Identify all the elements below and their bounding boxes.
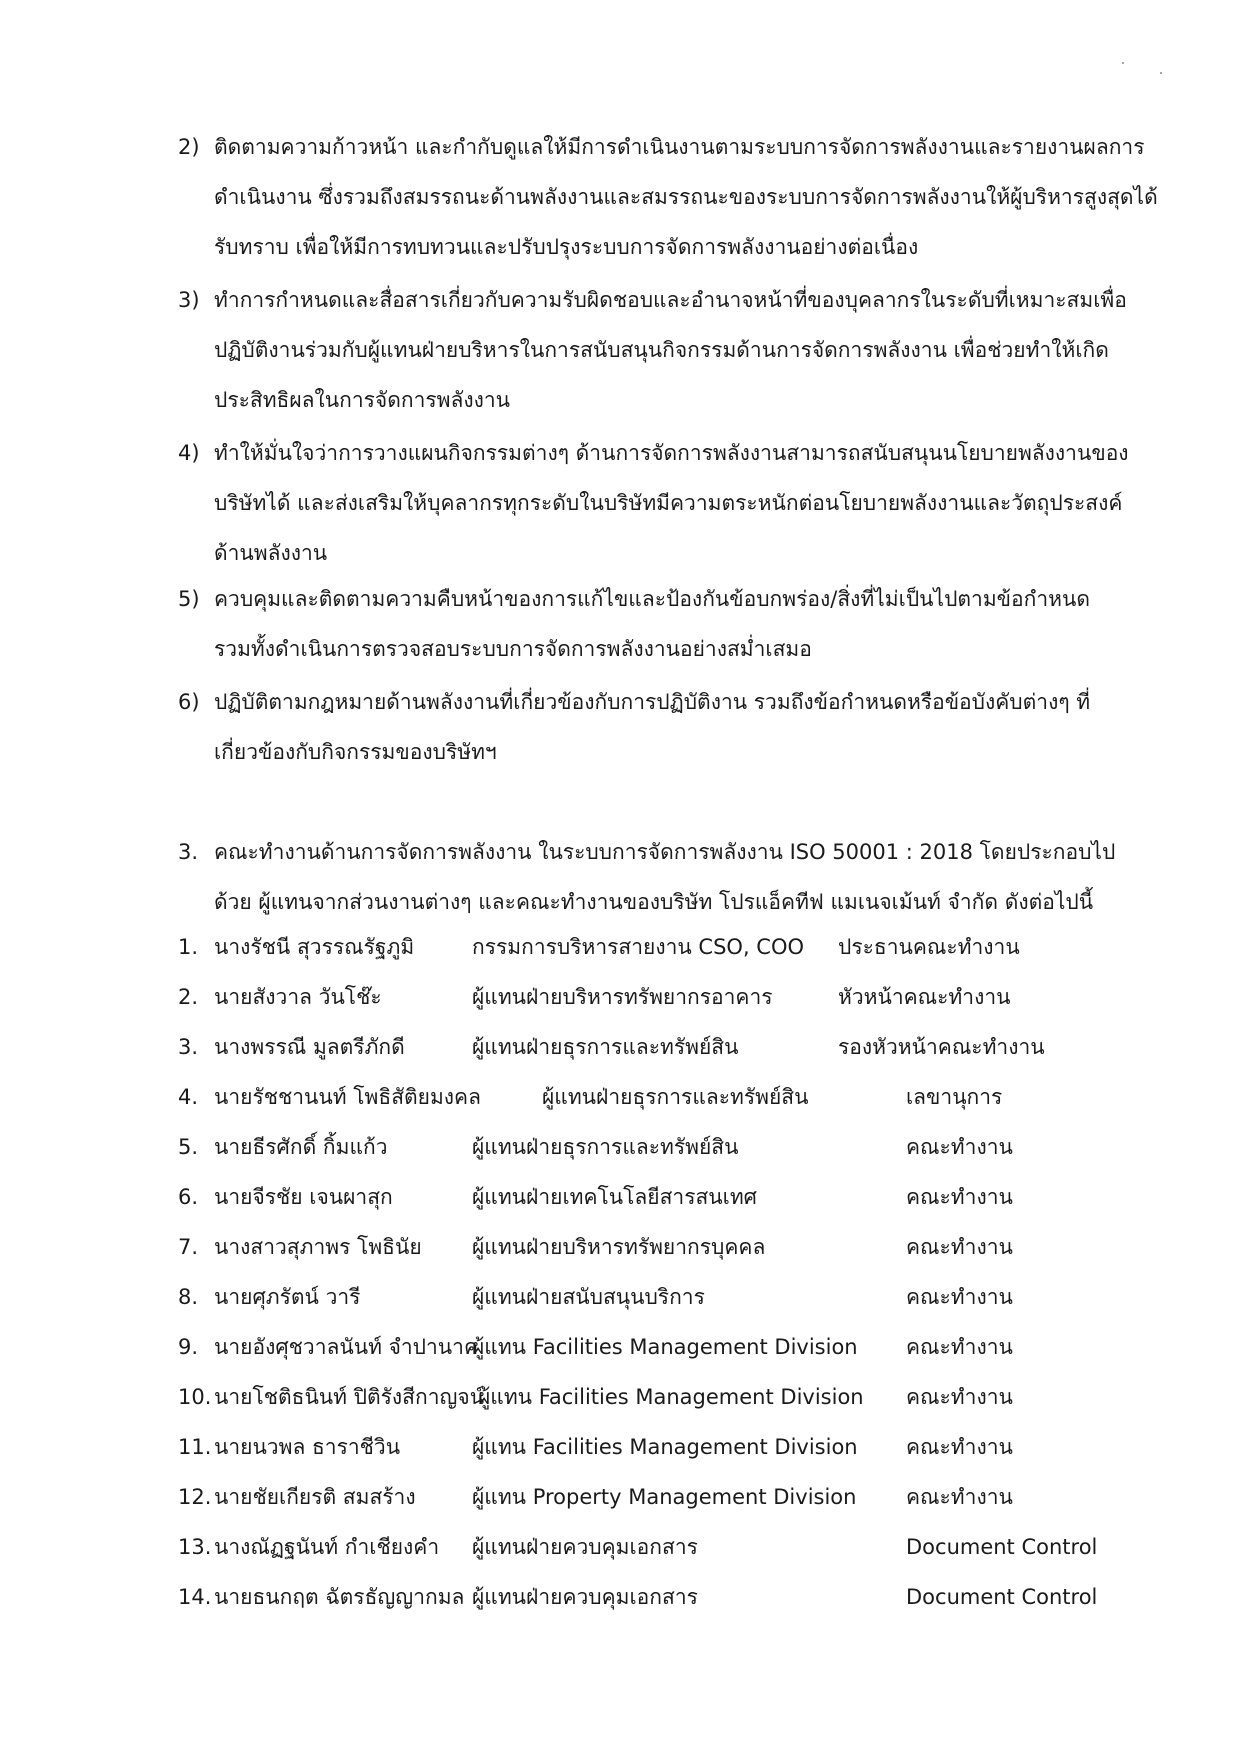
member-number: 10. (178, 1385, 212, 1409)
member-number: 5. (178, 1135, 199, 1159)
item-number: 6) (178, 690, 200, 714)
member-role: คณะทำงาน (906, 1335, 1013, 1359)
member-role: คณะทำงาน (906, 1285, 1013, 1309)
member-number: 1. (178, 935, 199, 959)
member-row (178, 1372, 1118, 1422)
item-number: 4) (178, 441, 200, 465)
item-text (214, 428, 1129, 578)
member-row (178, 1072, 1118, 1122)
section-line: คณะทำงานด้านการจัดการพลังงาน ในระบบการจัดการพลังงาน ISO 50001 : 2018 โดยประกอบไป (214, 840, 1116, 864)
item-line: ปฏิบัติตามกฎหมายด้านพลังงานที่เกี่ยวข้องกับการปฏิบัติงาน รวมถึงข้อกำหนดหรือข้อบังคับต่างๆ ที่ (214, 690, 1091, 714)
member-role: คณะทำงาน (906, 1235, 1013, 1259)
member-name: นายนวพล ธาราชีวิน (214, 1435, 401, 1459)
member-department: ผู้แทนฝ่ายธุรการและทรัพย์สิน (542, 1085, 809, 1109)
section-line: ด้วย ผู้แทนจากส่วนงานต่างๆ และคณะทำงานของบริษัท โปรแอ็คทีฟ แมเนจเม้นท์ จำกัด ดังต่อไปนี้ (214, 890, 1094, 914)
scan-speck (1122, 62, 1124, 64)
item-line: ควบคุมและติดตามความคืบหน้าของการแก้ไขและป้องกันข้อบกพร่อง/สิ่งที่ไม่เป็นไปตามข้อกำหนด (214, 587, 1090, 611)
member-row (178, 1522, 1118, 1572)
member-department: ผู้แทน Facilities Management Division (478, 1385, 864, 1409)
item-text (214, 275, 1127, 425)
member-number: 11. (178, 1435, 212, 1459)
member-department: ผู้แทนฝ่ายเทคโนโลยีสารสนเทศ (472, 1185, 758, 1209)
item-text (214, 122, 1158, 272)
member-name: นายรัชชานนท์ โพธิสัติยมงคล (214, 1085, 481, 1109)
member-name: นายศุภรัตน์ วารี (214, 1285, 361, 1309)
member-department: กรรมการบริหารสายงาน CSO, COO (472, 935, 805, 959)
member-role: Document Control (906, 1585, 1098, 1609)
member-name: นางณัฏฐนันท์ กำเชียงคำ (214, 1535, 440, 1559)
member-name: นางพรรณี มูลตรีภักดี (214, 1035, 405, 1059)
item-line: ประสิทธิผลในการจัดการพลังงาน (214, 388, 511, 412)
member-number: 8. (178, 1285, 199, 1309)
member-row (178, 1322, 1118, 1372)
member-role: คณะทำงาน (906, 1485, 1013, 1509)
member-role: คณะทำงาน (906, 1435, 1013, 1459)
member-department: ผู้แทนฝ่ายควบคุมเอกสาร (472, 1585, 698, 1609)
item-text (214, 574, 1098, 674)
section-text (214, 827, 1114, 927)
member-number: 3. (178, 1035, 199, 1059)
item-number: 3) (178, 288, 200, 312)
item-line: ปฏิบัติงานร่วมกับผู้แทนฝ่ายบริหารในการสนับสนุนกิจกรรมด้านการจัดการพลังงาน เพื่อช่วยทำให้เกิด (214, 338, 1109, 362)
member-department: ผู้แทนฝ่ายธุรการและทรัพย์สิน (472, 1135, 739, 1159)
item-line: บริษัทได้ และส่งเสริมให้บุคลากรทุกระดับในบริษัทมีความตระหนักต่อนโยบายพลังงานและวัตถุประสงค์ (214, 491, 1123, 515)
member-role: ประธานคณะทำงาน (838, 935, 1020, 959)
member-number: 7. (178, 1235, 199, 1259)
member-role: คณะทำงาน (906, 1135, 1013, 1159)
item-text (214, 677, 1098, 777)
member-row (178, 1222, 1118, 1272)
member-number: 9. (178, 1335, 199, 1359)
member-name: นายสังวาล วันโช๊ะ (214, 985, 382, 1009)
item-line: ทำให้มั่นใจว่าการวางแผนกิจกรรมต่างๆ ด้านการจัดการพลังงานสามารถสนับสนุนนโยบายพลังงานของ (214, 441, 1129, 465)
member-row (178, 1572, 1118, 1622)
member-name: นายธนกฤต ฉัตรธัญญากมล (214, 1585, 465, 1609)
item-line: เกี่ยวข้องกับกิจกรรมของบริษัทฯ (214, 740, 497, 764)
member-row (178, 1022, 1118, 1072)
member-department: ผู้แทน Facilities Management Division (472, 1435, 858, 1459)
member-number: 6. (178, 1185, 199, 1209)
member-row (178, 922, 1118, 972)
member-role: คณะทำงาน (906, 1185, 1013, 1209)
member-name: นางสาวสุภาพร โพธินัย (214, 1235, 422, 1259)
member-name: นายอังศุชวาลนันท์ จำปานาค (214, 1335, 478, 1359)
member-number: 4. (178, 1085, 199, 1109)
item-line: รวมทั้งดำเนินการตรวจสอบระบบการจัดการพลังงานอย่างสม่ำเสมอ (214, 637, 812, 661)
item-number: 2) (178, 135, 200, 159)
item-line: ติดตามความก้าวหน้า และกำกับดูแลให้มีการดำเนินงานตามระบบการจัดการพลังงานและรายงานผลการ (214, 135, 1145, 159)
member-department: ผู้แทนฝ่ายธุรการและทรัพย์สิน (472, 1035, 739, 1059)
item-line: รับทราบ เพื่อให้มีการทบทวนและปรับปรุงระบบการจัดการพลังงานอย่างต่อเนื่อง (214, 235, 919, 259)
item-line: ดำเนินงาน ซึ่งรวมถึงสมรรถนะด้านพลังงานและสมรรถนะของระบบการจัดการพลังงานให้ผู้บริหารสูงสุดได้ (214, 185, 1158, 209)
member-role: รองหัวหน้าคณะทำงาน (838, 1035, 1045, 1059)
member-name: นายชัยเกียรติ สมสร้าง (214, 1485, 416, 1509)
member-department: ผู้แทนฝ่ายควบคุมเอกสาร (472, 1535, 698, 1559)
member-row (178, 1472, 1118, 1522)
member-role: เลขานุการ (906, 1085, 1003, 1109)
member-number: 14. (178, 1585, 212, 1609)
section-number: 3. (178, 840, 199, 864)
member-role: คณะทำงาน (906, 1385, 1013, 1409)
member-department: ผู้แทนฝ่ายบริหารทรัพยากรอาคาร (472, 985, 773, 1009)
member-name: นายจีรชัย เจนผาสุก (214, 1185, 393, 1209)
member-row (178, 1272, 1118, 1322)
member-name: นายโชติธนินท์ ปิติรังสีกาญจน์ (214, 1385, 485, 1409)
member-department: ผู้แทน Facilities Management Division (472, 1335, 858, 1359)
member-role: หัวหน้าคณะทำงาน (838, 985, 1011, 1009)
member-number: 12. (178, 1485, 212, 1509)
member-row (178, 1122, 1118, 1172)
member-department: ผู้แทน Property Management Division (472, 1485, 857, 1509)
member-department: ผู้แทนฝ่ายสนับสนุนบริการ (472, 1285, 705, 1309)
member-number: 13. (178, 1535, 212, 1559)
member-name: นางรัชนี สุวรรณรัฐภูมิ (214, 935, 415, 959)
member-department: ผู้แทนฝ่ายบริหารทรัพยากรบุคคล (472, 1235, 766, 1259)
item-line: ทำการกำหนดและสื่อสารเกี่ยวกับความรับผิดชอบและอำนาจหน้าที่ของบุคลากรในระดับที่เหมาะสมเพื่อ (214, 288, 1127, 312)
item-number: 5) (178, 587, 200, 611)
member-row (178, 1422, 1118, 1472)
item-line: ด้านพลังงาน (214, 541, 328, 565)
member-name: นายธีรศักดิ์ กิ้มแก้ว (214, 1135, 388, 1159)
scan-speck (1160, 72, 1162, 74)
member-row (178, 1172, 1118, 1222)
member-row (178, 972, 1118, 1022)
member-number: 2. (178, 985, 199, 1009)
member-role: Document Control (906, 1535, 1098, 1559)
